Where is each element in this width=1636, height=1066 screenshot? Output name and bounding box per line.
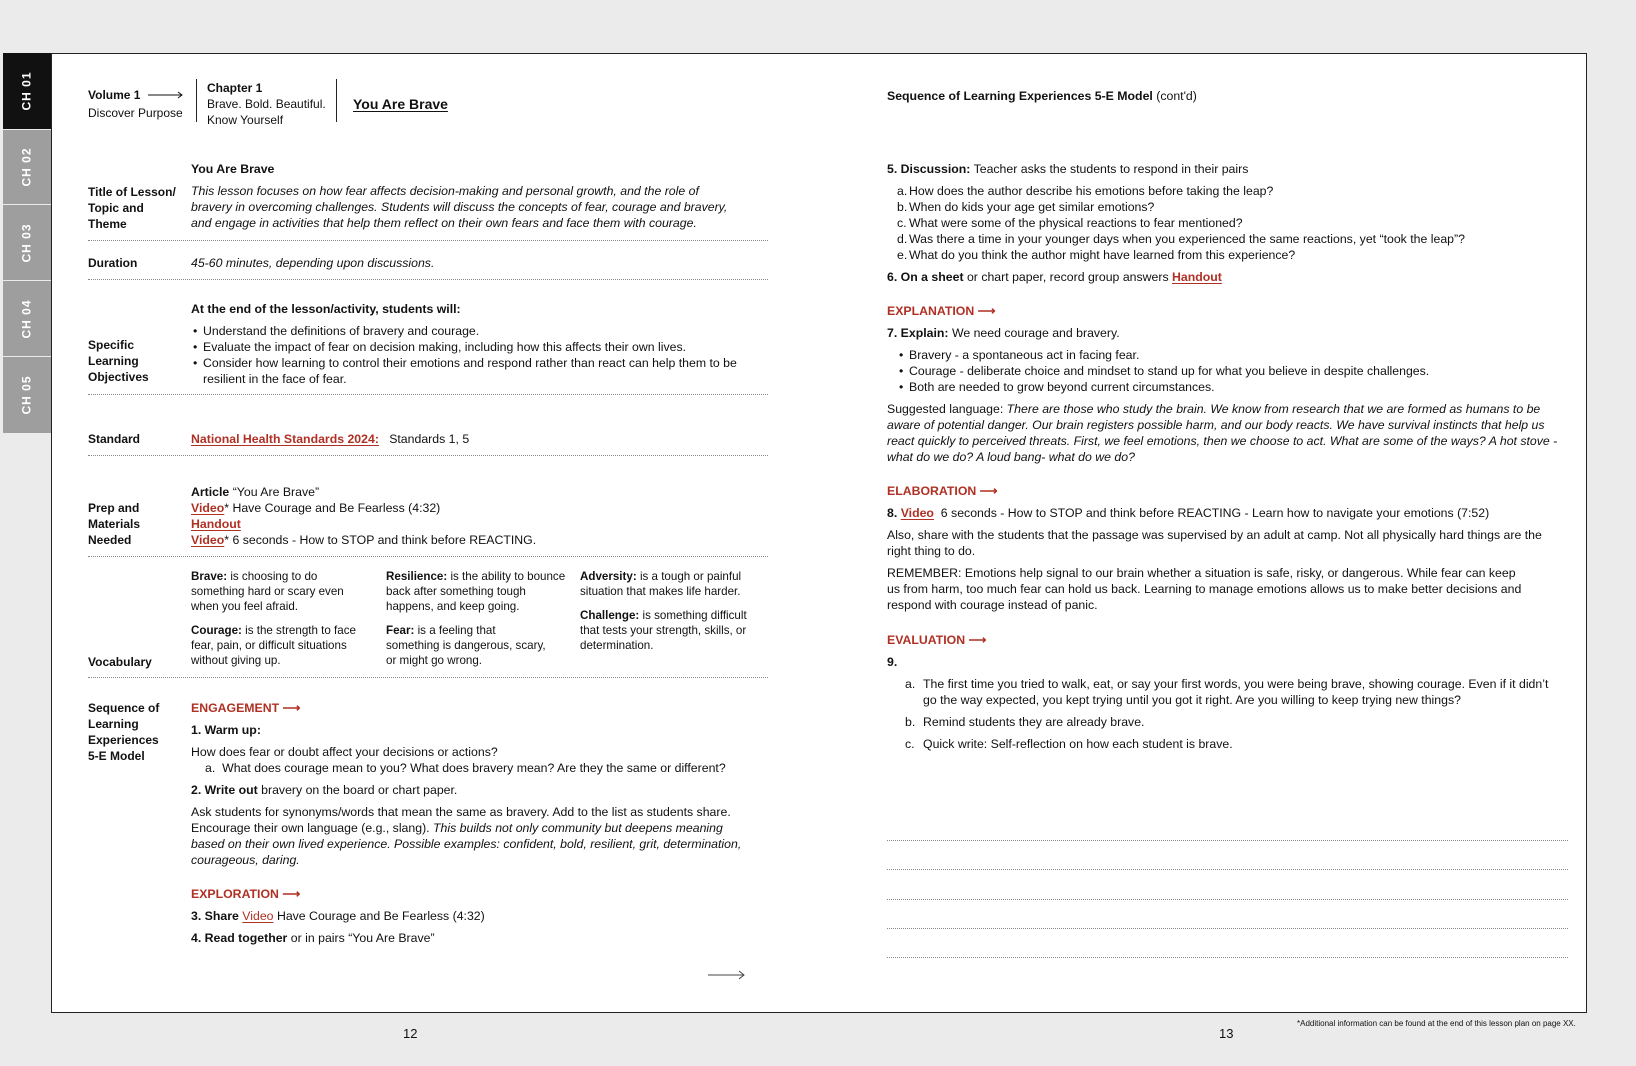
explanation-heading: EXPLANATION ⟶ bbox=[887, 304, 996, 318]
standard-label: Standard bbox=[88, 432, 141, 446]
divider bbox=[88, 240, 768, 241]
engagement-subquestion: a. What does courage mean to you? What does bravery mean? Are they the same or different? bbox=[205, 761, 726, 775]
tab-ch03[interactable]: CH 03 bbox=[3, 205, 51, 280]
vocabulary-label: Vocabulary bbox=[88, 655, 152, 669]
writing-line bbox=[887, 869, 1568, 870]
vocab-resilience: Resilience: is the ability to bounce back after something tough happens, and keep going. bbox=[386, 570, 566, 613]
objectives-heading: At the end of the lesson/activity, students will: bbox=[191, 302, 461, 316]
next-page-arrow-icon[interactable] bbox=[708, 970, 746, 980]
page-title: You Are Brave bbox=[353, 96, 448, 112]
vocab-challenge: Challenge: is something difficult that tests your strength, skills, or determination. bbox=[580, 609, 747, 652]
explain: 7. Explain: We need courage and bravery. bbox=[887, 326, 1120, 340]
video-link[interactable]: Video bbox=[900, 506, 934, 520]
sequence-label: Sequence of Learning Experiences 5-E Model bbox=[88, 701, 160, 763]
discussion-list bbox=[887, 183, 1465, 263]
lesson-description: This lesson focuses on how fear affects decision-making and personal growth, and the role of bravery in overcoming challenges. Students will discuss the concepts of fear, courage and bravery, and engage in activities that help them reflect on their own fears and face them with courage. bbox=[191, 184, 728, 230]
page-number-right: 13 bbox=[1219, 1026, 1234, 1041]
volume-header: Volume 1 Discover Purpose bbox=[88, 88, 183, 120]
vocab-adversity: Adversity: is a tough or painful situation that makes life harder. bbox=[580, 570, 742, 598]
tab-ch02[interactable]: CH 02 bbox=[3, 130, 51, 204]
prep-label: Prep and Materials Needed bbox=[88, 501, 141, 547]
handout-link[interactable]: Handout bbox=[191, 517, 241, 531]
read-together: 4. Read together or in pairs “You Are Brave” bbox=[191, 931, 435, 945]
arrow-right-icon bbox=[148, 91, 184, 99]
on-a-sheet: 6. On a sheet or chart paper, record group answers Handout bbox=[887, 270, 1222, 284]
divider bbox=[88, 556, 768, 557]
list-item: • Evaluate the impact of fear on decision making, including how this affects their own lives. bbox=[191, 339, 737, 355]
elaboration-heading: ELABORATION ⟶ bbox=[887, 484, 998, 498]
title-lesson-label: Title of Lesson/ Topic and Theme bbox=[88, 185, 176, 231]
tab-ch04[interactable]: CH 04 bbox=[3, 281, 51, 356]
exploration-heading: EXPLORATION ⟶ bbox=[191, 887, 300, 901]
list-item: d. Was there a time in your younger days when you experienced the same reactions, yet “took the leap”? bbox=[897, 232, 1465, 246]
vocab-fear: Fear: is a feeling that something is dangerous, scary, or might go wrong. bbox=[386, 624, 546, 667]
video-link[interactable]: Video bbox=[191, 533, 225, 547]
right-page-title: Sequence of Learning Experiences 5-E Model (cont'd) bbox=[887, 89, 1197, 103]
warm-up: 1. Warm up: bbox=[191, 723, 261, 737]
divider bbox=[336, 79, 337, 122]
list-item: c. What were some of the physical reactions to fear mentioned? bbox=[897, 216, 1243, 230]
tab-ch05[interactable]: CH 05 bbox=[3, 357, 51, 433]
objectives-label: Specific Learning Objectives bbox=[88, 338, 149, 384]
remember-note: REMEMBER: Emotions help signal to our brain whether a situation is safe, risky, or dangerous. While fear can keep us from harm, too much fear can hold us back. Learning to manage emotions allows us to make better decisions and respond with courage instead of panic. bbox=[887, 566, 1522, 612]
list-item: e. What do you think the author might have learned from this experience? bbox=[897, 248, 1296, 262]
list-item: c. Quick write: Self-reflection on how each student is brave. bbox=[905, 737, 1233, 751]
writing-line bbox=[887, 899, 1568, 900]
writing-line bbox=[887, 928, 1568, 929]
tab-ch01[interactable]: CH 01 bbox=[3, 53, 51, 129]
duration-value: 45-60 minutes, depending upon discussions. bbox=[191, 256, 435, 270]
write-out: 2. Write out bravery on the board or chart paper. bbox=[191, 783, 458, 797]
engagement-heading: ENGAGEMENT ⟶ bbox=[191, 701, 301, 715]
writing-line bbox=[887, 840, 1568, 841]
suggested-language: Suggested language: There are those who study the brain. We know from research that we are formed as humans to be aware of potential danger. Our brain registers possible harm, and our body reacts. We have survival instincts that help us react quickly to perceived threats. First, we feel emotions, then we choose to act. What are some of the ways? A hot stove - what do we do? A loud bang- what do we do? bbox=[887, 402, 1558, 464]
evaluation-list bbox=[887, 676, 1548, 752]
divider bbox=[196, 79, 197, 122]
evaluation-heading: EVALUATION ⟶ bbox=[887, 633, 987, 647]
discussion: 5. Discussion: Teacher asks the students to respond in their pairs bbox=[887, 162, 1249, 176]
list-item: a. How does the author describe his emotions before taking the leap? bbox=[897, 184, 1274, 198]
writing-line bbox=[887, 957, 1568, 958]
item-nine: 9. bbox=[887, 655, 898, 669]
list-item: • Consider how learning to control their emotions and respond rather than react can help them to be resilient in the face of fear. bbox=[191, 355, 737, 387]
share-video: 3. Share Video Have Courage and Be Fearless (4:32) bbox=[191, 909, 485, 923]
standards-link[interactable]: National Health Standards 2024: bbox=[191, 432, 379, 446]
list-item: • Both are needed to grow beyond current circumstances. bbox=[897, 379, 1429, 395]
divider bbox=[88, 394, 768, 395]
divider bbox=[88, 455, 768, 456]
vocab-brave: Brave: is choosing to do something hard or scary even when you feel afraid. bbox=[191, 570, 344, 613]
list-item: • Courage - deliberate choice and mindset to stand up for what you believe in despite challenges. bbox=[897, 363, 1429, 379]
elaboration-video: 8. Video 6 seconds - How to STOP and think before REACTING - Learn how to navigate your emotions (7:52) bbox=[887, 506, 1490, 520]
duration-label: Duration bbox=[88, 256, 138, 270]
video-link[interactable]: Video bbox=[191, 501, 225, 515]
video-link[interactable]: Video bbox=[242, 909, 274, 923]
prep-materials: Article “You Are Brave” Video* Have Courage and Be Fearless (4:32) Handout Video* 6 seconds - How to STOP and think before REACTING. bbox=[191, 485, 537, 547]
engagement-question: How does fear or doubt affect your decisions or actions? bbox=[191, 745, 498, 759]
divider bbox=[88, 677, 768, 678]
page-number-left: 12 bbox=[403, 1026, 418, 1041]
lesson-heading: You Are Brave bbox=[191, 162, 275, 176]
list-item: • Understand the definitions of bravery and courage. bbox=[191, 323, 737, 339]
divider bbox=[88, 279, 768, 280]
list-item: a. The first time you tried to walk, eat, or say your first words, you were being brave, showing courage. Even if it didn’t go the way expected, you kept trying until you got it right. Are you willing to keep trying new things? bbox=[905, 677, 1549, 707]
also-share: Also, share with the students that the passage was supervised by an adult at camp. Not all physically hard things are the right thing to do. bbox=[887, 528, 1542, 558]
handout-link[interactable]: Handout bbox=[1172, 270, 1222, 284]
chapter-header: Chapter 1 Brave. Bold. Beautiful. Know Yourself bbox=[207, 81, 326, 127]
footnote: *Additional information can be found at the end of this lesson plan on page XX. bbox=[1297, 1019, 1576, 1028]
explain-list bbox=[897, 347, 1429, 395]
list-item: b. When do kids your age get similar emotions? bbox=[897, 200, 1155, 214]
list-item: • Bravery - a spontaneous act in facing fear. bbox=[897, 347, 1429, 363]
standard-value: National Health Standards 2024: Standards 1, 5 bbox=[191, 432, 470, 446]
vocab-courage: Courage: is the strength to face fear, pain, or difficult situations without giving up. bbox=[191, 624, 356, 667]
list-item: b. Remind students they are already brave. bbox=[905, 715, 1145, 729]
objectives-list bbox=[191, 323, 737, 387]
ask-students: Ask students for synonyms/words that mean the same as bravery. Add to the list as students share. Encourage their own language (e.g., slang). This builds not only community but deepens meaning based on their own lived experience. Possible examples: confident, bold, resilient, grit, determination, courageous, daring. bbox=[191, 805, 742, 867]
